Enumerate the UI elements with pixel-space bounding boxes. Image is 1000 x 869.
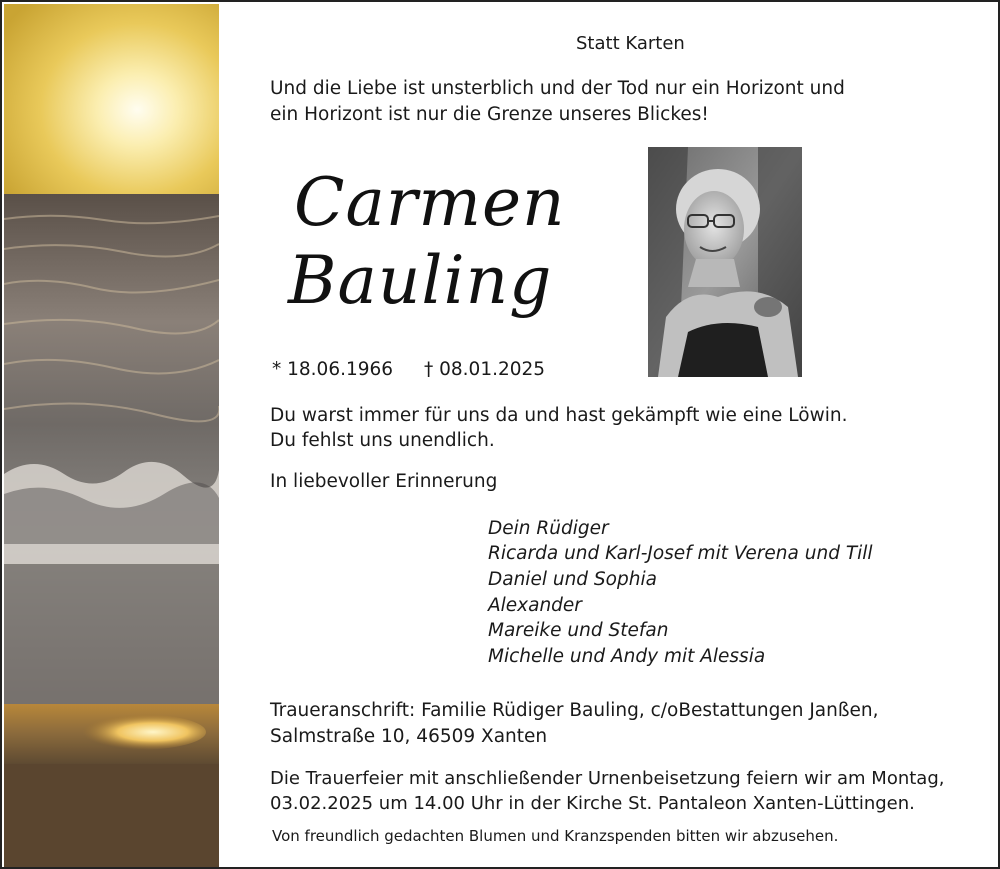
first-name: Carmen bbox=[294, 164, 566, 241]
mourner-item: Dein Rüdiger bbox=[488, 518, 609, 539]
birth-date: * 18.06.1966 bbox=[272, 359, 394, 380]
mourner-item: Alexander bbox=[488, 595, 582, 616]
mourner-item: Michelle und Andy mit Alessia bbox=[488, 646, 766, 667]
last-name: Bauling bbox=[288, 242, 553, 319]
portrait-photo bbox=[648, 147, 802, 377]
quote-line-2: ein Horizont ist nur die Grenze unseres Blickes! bbox=[270, 104, 709, 125]
statt-karten-label: Statt Karten bbox=[576, 33, 685, 54]
address-line-1: Traueranschrift: Familie Rüdiger Bauling, c/oBestattungen Janßen, bbox=[270, 700, 879, 721]
tribute-line-1: Du warst immer für uns da und hast gekämpft wie eine Löwin. bbox=[270, 405, 848, 426]
sunset-sea-image bbox=[4, 4, 219, 867]
death-date: † 08.01.2025 bbox=[424, 359, 546, 380]
mourner-item: Ricarda und Karl-Josef mit Verena und Till bbox=[488, 543, 873, 564]
footer-note: Von freundlich gedachten Blumen und Kranzspenden bitten wir abzusehen. bbox=[272, 827, 839, 845]
ceremony-line-1: Die Trauerfeier mit anschließender Urnenbeisetzung feiern wir am Montag, bbox=[270, 768, 945, 789]
remembrance-label: In liebevoller Erinnerung bbox=[270, 471, 498, 492]
address-line-2: Salmstraße 10, 46509 Xanten bbox=[270, 726, 548, 747]
mourner-item: Daniel und Sophia bbox=[488, 569, 657, 590]
tribute-line-2: Du fehlst uns unendlich. bbox=[270, 430, 495, 451]
mourner-item: Mareike und Stefan bbox=[488, 620, 669, 641]
quote-line-1: Und die Liebe ist unsterblich und der Tod nur ein Horizont und bbox=[270, 78, 845, 99]
ceremony-line-2: 03.02.2025 um 14.00 Uhr in der Kirche St. Pantaleon Xanten-Lüttingen. bbox=[270, 793, 915, 814]
